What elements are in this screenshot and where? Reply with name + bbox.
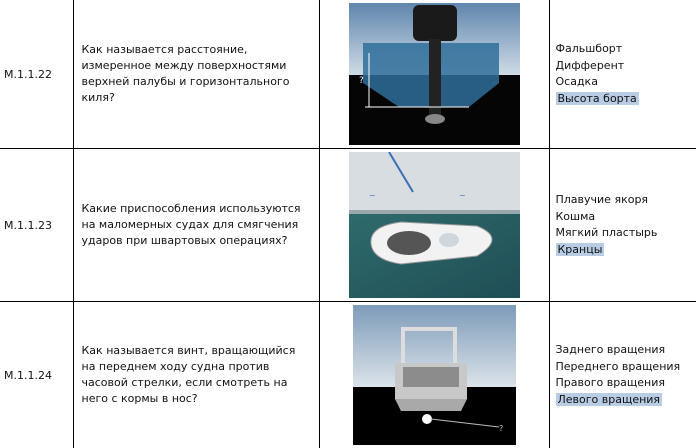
answer-option: Мягкий пластырь: [555, 226, 658, 239]
answer-option: Заднего вращения: [555, 343, 666, 356]
answer-option-correct: Высота борта: [557, 91, 637, 105]
question-row: [0, 149, 696, 302]
answer-options: [549, 149, 696, 302]
question-text: Как называется расстояние, измеренное между поверхностями верхней палубы и горизонтального киля?: [73, 0, 319, 149]
answer-option: Плавучие якоря: [555, 193, 649, 206]
svg-text:~: ~: [368, 191, 376, 200]
question-row: [0, 302, 696, 448]
answer-option: Кошма: [555, 209, 596, 223]
answer-option: Правого вращения: [555, 376, 666, 389]
question-image-cell: [319, 0, 549, 149]
answer-options: [549, 0, 696, 149]
question-text: Как называется винт, вращающийся на переднем ходу судна против часовой стрелки, если смотреть на него с кормы в нос?: [73, 302, 319, 448]
question-row: [0, 0, 696, 149]
answer-option: Осадка: [555, 75, 598, 88]
answer-option-correct: Кранцы: [557, 242, 603, 256]
answer-option: Переднего вращения: [555, 359, 681, 373]
question-image-cell: [319, 149, 549, 302]
question-text: Какие приспособления используются на маломерных судах для смягчения ударов при швартовых операциях?: [73, 149, 319, 302]
moored-boat-image: [349, 152, 520, 298]
image-question-mark: ?: [498, 424, 503, 433]
outboard-motor-image: [349, 3, 520, 145]
question-code: M.1.1.22: [0, 0, 73, 149]
answer-option-correct: Левого вращения: [557, 392, 661, 406]
question-image-cell: [319, 302, 549, 448]
question-code: M.1.1.24: [0, 302, 73, 448]
answer-option: Дифферент: [555, 58, 625, 72]
answer-options: [549, 302, 696, 448]
answer-option: Фальшборт: [555, 42, 623, 55]
image-question-mark: ?: [358, 76, 364, 86]
question-code: M.1.1.23: [0, 149, 73, 302]
boat-stern-propeller-image: [353, 305, 516, 445]
svg-text:~: ~: [458, 191, 466, 200]
